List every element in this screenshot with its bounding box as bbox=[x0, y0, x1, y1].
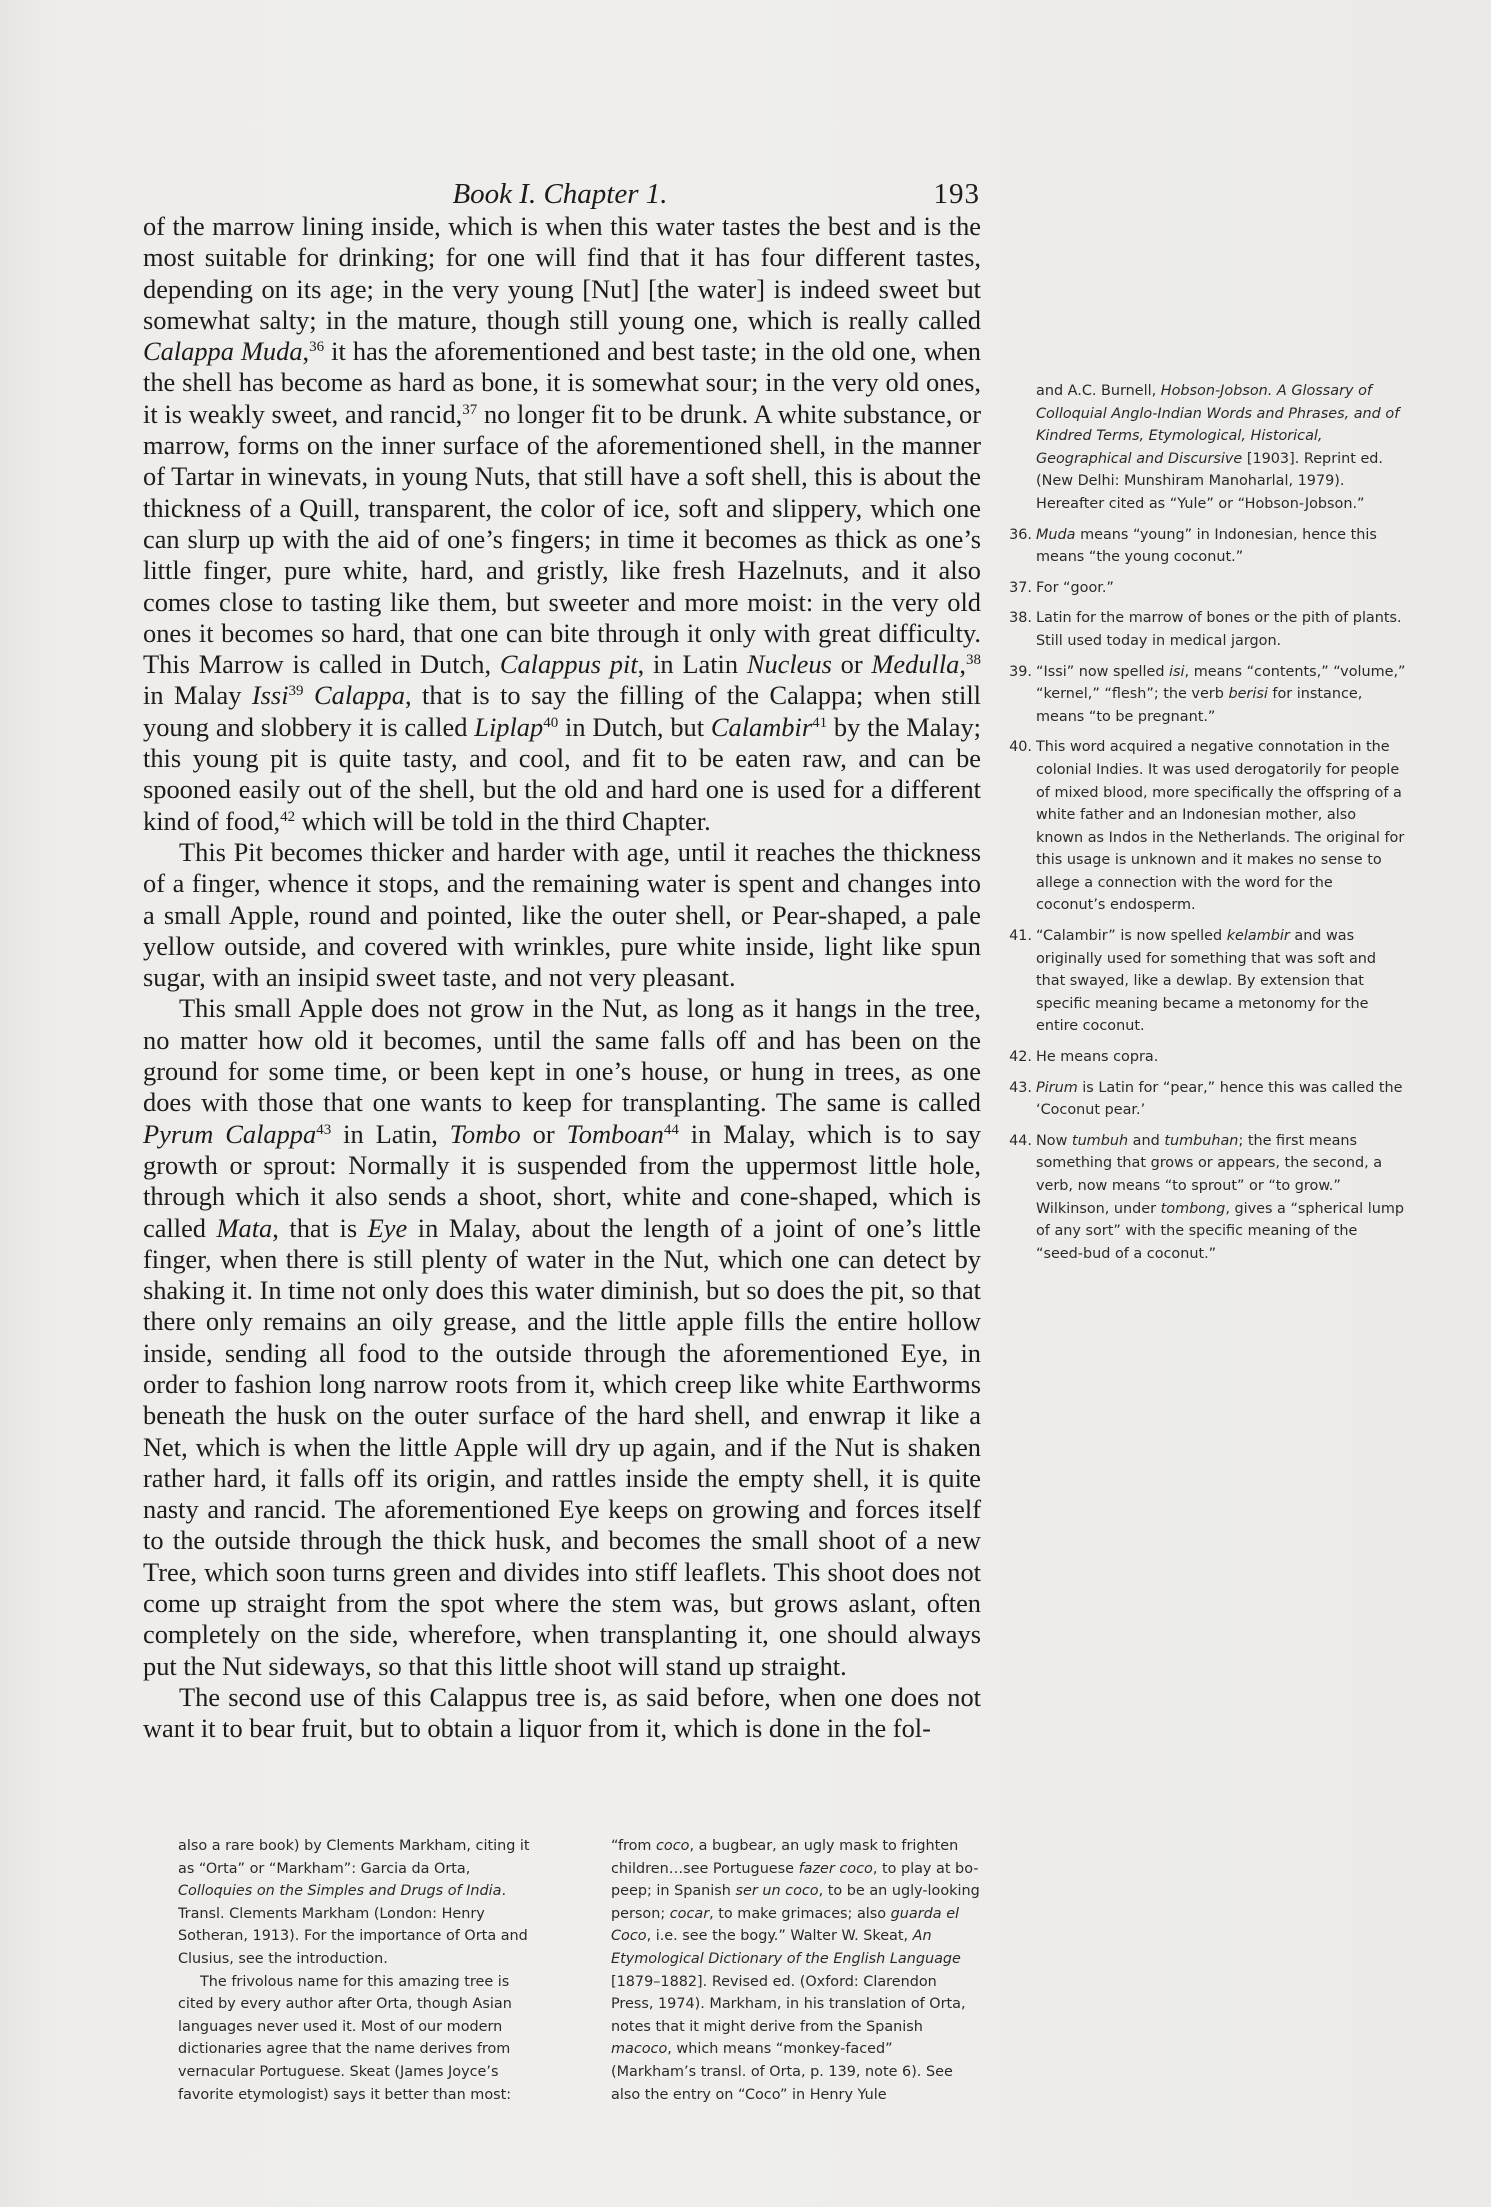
italic-term: isi bbox=[1169, 663, 1185, 680]
text-run: for instance, means “to be pregnant.” bbox=[1036, 686, 1363, 725]
body-paragraph bbox=[143, 837, 981, 993]
italic-term: Calappa bbox=[314, 680, 405, 711]
italic-term: Nucleus bbox=[746, 649, 832, 680]
italic-term: tumbuhan bbox=[1164, 1132, 1239, 1149]
text-run: , which means “monkey-faced” (Markham’s transl. of Orta, p. 139, note 6). See also the entry on “Coco” in Henry Yule bbox=[611, 2041, 953, 2103]
italic-term: Tomboan bbox=[566, 1118, 664, 1149]
body-paragraph bbox=[143, 1682, 981, 1745]
text-run: in Malay, about the length of a joint of one’s little finger, when there is still plenty of water in the Nut, which one can detect by shaking it. In time not only does this water diminish, but so does the pit, so that there only remains an oily grease, and the little apple fills the entire hollow inside, sending all food to the outside through the aforementioned Eye, in order to fashion long narrow roots from it, which creep like white Earthworms beneath the husk on the outer surface of the hard shell, and enwrap it like a Net, which is when the little Apple will dry up again, and if the Nut is shaken rather hard, it falls off its origin, and rattles inside the empty shell, it is quite nasty and rancid. The aforementioned Eye keeps on growing and forces itself to the outside through the thick husk, and becomes the small shoot of a new Tree, which soon turns green and divides into stiff leaflets. This shoot does not come up straight from the spot where the stem was, but grows aslant, often completely on the side, wherefore, when transplanting it, one should always put the Nut sideways, so that this little shoot will stand up straight. bbox=[143, 1212, 981, 1681]
italic-term: Calappa Muda bbox=[143, 336, 303, 367]
endnote-36 bbox=[1009, 524, 1406, 569]
footnote-reference[interactable]: 42 bbox=[280, 808, 296, 825]
endnote-number: 44. bbox=[1009, 1132, 1032, 1149]
text-run: Now bbox=[1036, 1132, 1072, 1149]
endnote-number: 36. bbox=[1009, 526, 1032, 543]
footnote-paragraph bbox=[611, 1835, 981, 2106]
italic-term: Eye bbox=[367, 1212, 408, 1243]
italic-term: kelambir bbox=[1226, 928, 1290, 945]
italic-term: guarda el Coco bbox=[611, 1905, 960, 1945]
italic-term: berisi bbox=[1228, 686, 1268, 703]
italic-term: Pyrum Calappa bbox=[143, 1118, 317, 1149]
endnote-number: 39. bbox=[1009, 663, 1032, 680]
text-run: or bbox=[831, 649, 872, 680]
endnote-42 bbox=[1009, 1046, 1406, 1069]
text-run: [1903]. Reprint ed. (New Delhi: Munshiram Manoharlal, 1979). Hereafter cited as “Yule” or “Hobson-Jobson.” bbox=[1036, 450, 1384, 512]
endnote-number: 37. bbox=[1009, 579, 1032, 596]
footnote-reference[interactable]: 37 bbox=[462, 401, 478, 418]
body-paragraph bbox=[143, 993, 981, 1682]
italic-term: Muda bbox=[1036, 526, 1076, 543]
footnote-reference[interactable]: 39 bbox=[288, 683, 304, 700]
footnote-reference[interactable]: 43 bbox=[316, 1121, 332, 1138]
text-run: in Latin, bbox=[331, 1118, 450, 1149]
footnote-reference[interactable]: 38 bbox=[965, 652, 981, 669]
body-paragraph bbox=[143, 211, 981, 837]
text-run: , to be an ugly-looking person; bbox=[611, 1883, 980, 1922]
text-run: For “goor.” bbox=[1036, 579, 1114, 596]
endnote-37 bbox=[1009, 577, 1406, 600]
text-run: , bbox=[302, 336, 310, 367]
text-run: “Calambir” is now spelled bbox=[1036, 928, 1227, 945]
endnote-number: 42. bbox=[1009, 1049, 1032, 1066]
endnote-44 bbox=[1009, 1130, 1406, 1266]
footnote-reference[interactable]: 36 bbox=[309, 339, 325, 356]
text-run: , that is bbox=[272, 1212, 368, 1243]
footnote-reference[interactable]: 41 bbox=[812, 714, 828, 731]
italic-term: Pirum bbox=[1036, 1079, 1078, 1096]
text-run: it has the aforementioned and best taste; in the old one, when the shell has become as hard as bone, it is somewhat sour; in the very old ones, it is weakly sweet, and rancid, bbox=[143, 336, 981, 429]
text-run: “Issi” now spelled bbox=[1036, 663, 1170, 680]
text-run: no longer fit to be drunk. A white substance, or marrow, forms on the inner surface of the aforementioned shell, in the manner of Tartar in winevats, in young Nuts, that still have a soft shell, this is about the thickness of a Quill, transparent, the color of ice, soft and slippery, which one can slurp up with the aid of one’s fingers; in time it becomes as thick as one’s little finger, pure white, hard, and gristly, like fresh Hazelnuts, and it also comes close to tasting like them, but sweeter and more moist: in the very old ones it becomes so hard, that one can bite through it only with great difficulty. This Marrow is called in Dutch, bbox=[143, 398, 981, 680]
italic-term: coco bbox=[656, 1838, 690, 1854]
side-notes-column bbox=[1009, 380, 1406, 1273]
footnote-paragraph bbox=[178, 1971, 548, 2107]
italic-term: macoco bbox=[611, 2041, 668, 2058]
footnote-paragraph bbox=[178, 1835, 548, 1971]
endnote-39 bbox=[1009, 661, 1406, 729]
text-run: , that is to say the filling of the Calappa; when still young and slobbery it is called bbox=[143, 680, 981, 742]
text-run: . Transl. Clements Markham (London: Henry Sotheran, 1913). For the importance of Orta and Clusius, see the introduction. bbox=[178, 1883, 528, 1967]
italic-term: An Etymological Dictionary of the English Language bbox=[611, 1928, 961, 1967]
italic-term: ser un coco bbox=[735, 1883, 819, 1900]
italic-term: Colloquies on the Simples and Drugs of India bbox=[178, 1883, 502, 1900]
main-body-text bbox=[143, 211, 981, 1745]
endnote-40 bbox=[1009, 736, 1406, 917]
text-run: This word acquired a negative connotation in the colonial Indies. It was used derogatorily for people of mixed blood, more specifically the offspring of a white father and an Indonesian mother, also known as Indos in the Netherlands. The original for this usage is unknown and it makes no sense to allege a connection with the word for the coconut’s endosperm. bbox=[1036, 739, 1405, 914]
italic-term: Medulla bbox=[871, 649, 960, 680]
italic-term: Liplap bbox=[474, 711, 544, 742]
italic-term: tumbuh bbox=[1071, 1132, 1129, 1149]
endnote-41 bbox=[1009, 925, 1406, 1038]
text-run: or bbox=[520, 1118, 567, 1149]
endnote-number: 41. bbox=[1009, 928, 1032, 945]
italic-term: Tombo bbox=[449, 1118, 521, 1149]
text-run: The frivolous name for this amazing tree is cited by every author after Orta, though Asian languages never used it. Most of our modern dictionaries agree that the name derives from vernacular Portuguese. Skeat (James Joyce’s favorite etymologist) says it better than most: bbox=[178, 1973, 512, 2103]
text-run: “from bbox=[611, 1838, 657, 1854]
italic-term: tombong bbox=[1160, 1200, 1226, 1217]
text-run bbox=[304, 680, 314, 710]
italic-term: fazer coco bbox=[798, 1860, 873, 1877]
text-run: which will be told in the third Chapter. bbox=[295, 805, 711, 836]
text-run: by the Malay; this young pit is quite tasty, and cool, and fit to be eaten raw, and can be spooned easily out of the shell, but the old and hard one is used for a different kind of food, bbox=[143, 711, 981, 836]
text-run: in Malay bbox=[143, 680, 252, 711]
text-run: This Pit becomes thicker and harder with age, until it reaches the thickness of a finger, whence it stops, and the remaining water is spent and changes into a small Apple, round and pointed, like the outer shell, or Pear-shaped, a pale yellow outside, and covered with wrinkles, pure white inside, light like spun sugar, with an insipid sweet taste, and not very pleasant. bbox=[143, 836, 981, 993]
text-run: means “young” in Indonesian, hence this means “the young coconut.” bbox=[1036, 526, 1377, 566]
text-run: and was originally used for something that was soft and that swayed, like a dewlap. By extension that specific meaning became a metonomy for the entire coconut. bbox=[1036, 928, 1377, 1035]
endnote-43 bbox=[1009, 1077, 1406, 1122]
text-run: , bbox=[959, 649, 966, 680]
italic-term: Hobson-Jobson. A Glossary of Colloquial Anglo-Indian Words and Phrases, and of Kindred Terms, Etymological, Historical, Geographical and Discursive bbox=[1036, 383, 1400, 467]
text-run: and A.C. Burnell, bbox=[1036, 383, 1161, 399]
italic-term: Issi bbox=[251, 680, 289, 711]
endnote-continuation bbox=[1014, 380, 1406, 516]
endnote-number: 38. bbox=[1009, 610, 1032, 627]
text-run: , to make grimaces; also bbox=[709, 1905, 891, 1922]
italic-term: Calappus pit bbox=[499, 649, 638, 680]
text-run: , gives a “spherical lump of any sort” with the specific meaning of the “seed-bud of a coconut.” bbox=[1036, 1200, 1404, 1262]
italic-term: Calambir bbox=[710, 711, 813, 742]
text-run: ; the first means something that grows or appears, the second, a verb, now means “to sprout” or “to grow.” Wilkinson, under bbox=[1036, 1132, 1383, 1217]
text-run: The second use of this Calappus tree is, as said before, when one does not want it to bear fruit, but to obtain a liquor from it, which is done in the fol- bbox=[143, 1681, 981, 1744]
text-run: of the marrow lining inside, which is when this water tastes the best and is the most suitable for drinking; for one will find that it has four different tastes, depending on its age; in the very young [Nut] [the water] is indeed sweet but somewhat salty; in the mature, though still young one, which is really called bbox=[143, 211, 981, 335]
text-run: This small Apple does not grow in the Nut, as long as it hangs in the tree, no matter how old it becomes, until the same falls off and has been on the ground for some time, or been kept in one’s house, or hung in trees, as one does with those that one wants to keep for transplanting. The same is called bbox=[143, 993, 981, 1118]
text-run: , a bugbear, an ugly mask to frighten children…see Portuguese bbox=[611, 1838, 959, 1877]
text-run: is Latin for “pear,” hence this was called the ‘Coconut pear.’ bbox=[1036, 1079, 1403, 1119]
endnote-number: 43. bbox=[1009, 1079, 1032, 1096]
text-run: , to play at bo-peep; in Spanish bbox=[611, 1860, 979, 1900]
text-run: , i.e. see the bogy.” Walter W. Skeat, bbox=[646, 1928, 913, 1945]
text-run: , means “contents,” “volume,” “kernel,” “flesh”; the verb bbox=[1036, 663, 1406, 703]
text-run: He means copra. bbox=[1036, 1049, 1159, 1066]
text-run: and bbox=[1128, 1132, 1165, 1149]
text-run: in Malay, which is to say growth or sprout: Normally it is suspended from the uppermost little hole, through which it also sends a shoot, short, white and cone-shaped, which is called bbox=[143, 1118, 981, 1243]
italic-term: Mata bbox=[216, 1212, 273, 1243]
endnote-38 bbox=[1009, 607, 1406, 652]
text-run: [1879–1882]. Revised ed. (Oxford: Clarendon Press, 1974). Markham, in his translation of Orta, notes that it might derive from the Spanish bbox=[611, 1973, 966, 2035]
page-number: 193 bbox=[933, 178, 980, 210]
footnote-reference[interactable]: 44 bbox=[663, 1121, 679, 1138]
text-run: in Dutch, but bbox=[558, 711, 711, 742]
running-title: Book I. Chapter 1. bbox=[452, 178, 668, 210]
endnote-number: 40. bbox=[1009, 739, 1032, 756]
footnotes-left-column bbox=[178, 1835, 548, 2106]
italic-term: cocar bbox=[669, 1905, 710, 1922]
footnotes-right-column bbox=[611, 1835, 981, 2106]
footnote-reference[interactable]: 40 bbox=[543, 714, 559, 731]
text-run: also a rare book) by Clements Markham, citing it as “Orta” or “Markham”: Garcia da Orta, bbox=[178, 1838, 530, 1877]
text-run: Latin for the marrow of bones or the pith of plants. Still used today in medical jargon. bbox=[1036, 610, 1402, 649]
text-run: , in Latin bbox=[637, 649, 747, 680]
